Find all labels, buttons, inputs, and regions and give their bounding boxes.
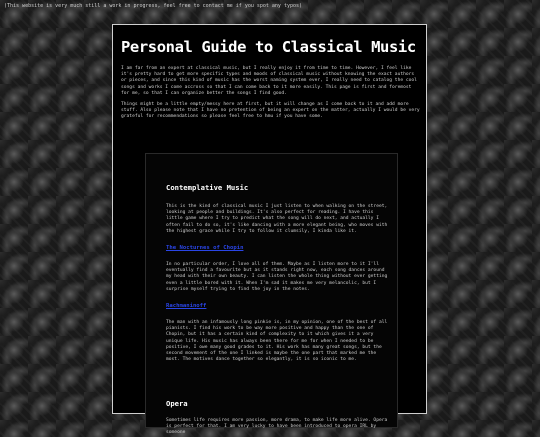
- intro-paragraph-2: Things might be a little empty/messy here at first, but it will change as I come back to it and add more stuff. Also please note that I have no pretention of being an expert on the matter, actually I would be very grateful for recommendations so please feel free to hmu if you have some.: [121, 102, 420, 120]
- section-heading-contemplative: Contemplative Music: [166, 183, 249, 192]
- link-nocturnes-chopin[interactable]: The Nocturnes of Chopin: [166, 245, 244, 251]
- section-heading-opera: Opera: [166, 399, 188, 408]
- section-text-opera: Sometimes life requires more passion, more drama, to make life more alive. Opera is perfect for that. I am very lucky to have been introduced to opera IRL by someone: [166, 418, 388, 436]
- intro-paragraph-1: I am far from an expert at classical music, but I really enjoy it from time to time. However, I feel like it's pretty hard to get more specific types and moods of classical music without knowing the exact authors or pieces, and since this kind of music has the worst naming system ever, I really need to catalog the cool songs and works I come accross so that I can come back to it more easily. This page is first and foremost for me, so that I can organize better the songs I find good.: [121, 66, 417, 96]
- entry-text-nocturnes: In no particular order, I love all of them. Maybe as I listen more to it I'll eventually find a favourite but as it stands right now, each song dances around my head with their own beauty. I can listen the whole thing without ever getting even a little bored with it. When I'm sad it makes me very melancolic, but I surprise myself trying to find the joy in the notes.: [166, 262, 388, 292]
- content-panel: [112, 24, 427, 436]
- entry-text-rachmaninoff: The man with an infamously long pinkie is, in my opinion, one of the best of all pianists. I find his work to be way more positive and happy than the one of Chopin, but it has a certain kind of complexity to it which gives it a very unique life. His music has always been there for me for when I needed to be positive, I owe many good grades to it. His work has many great songs, but the second movement of the one I linked is maybe the one part that marked me the most. The motives dance together so elegantly, it is so iconic to me.: [166, 320, 388, 363]
- wip-notice: (This website is very much still a work in progress, feel free to contact me if you spot any typos): [4, 3, 303, 9]
- intro-text: [121, 66, 421, 126]
- music-list-panel: [145, 153, 398, 436]
- page-title: Personal Guide to Classical Music: [121, 38, 416, 56]
- section-text-contemplative: This is the kind of classical music I just listen to when walking on the street, looking at people and buildings. It's also perfect for reading. I have this little game where I try to predict what the song will do next, and actually I often fail to do so, it's like dancing with a more elegant being, who moves with the highest grace while I try to follow it clumsily, I kinda like it.: [166, 204, 388, 234]
- link-rachmaninoff[interactable]: Rachmaninoff: [166, 303, 207, 309]
